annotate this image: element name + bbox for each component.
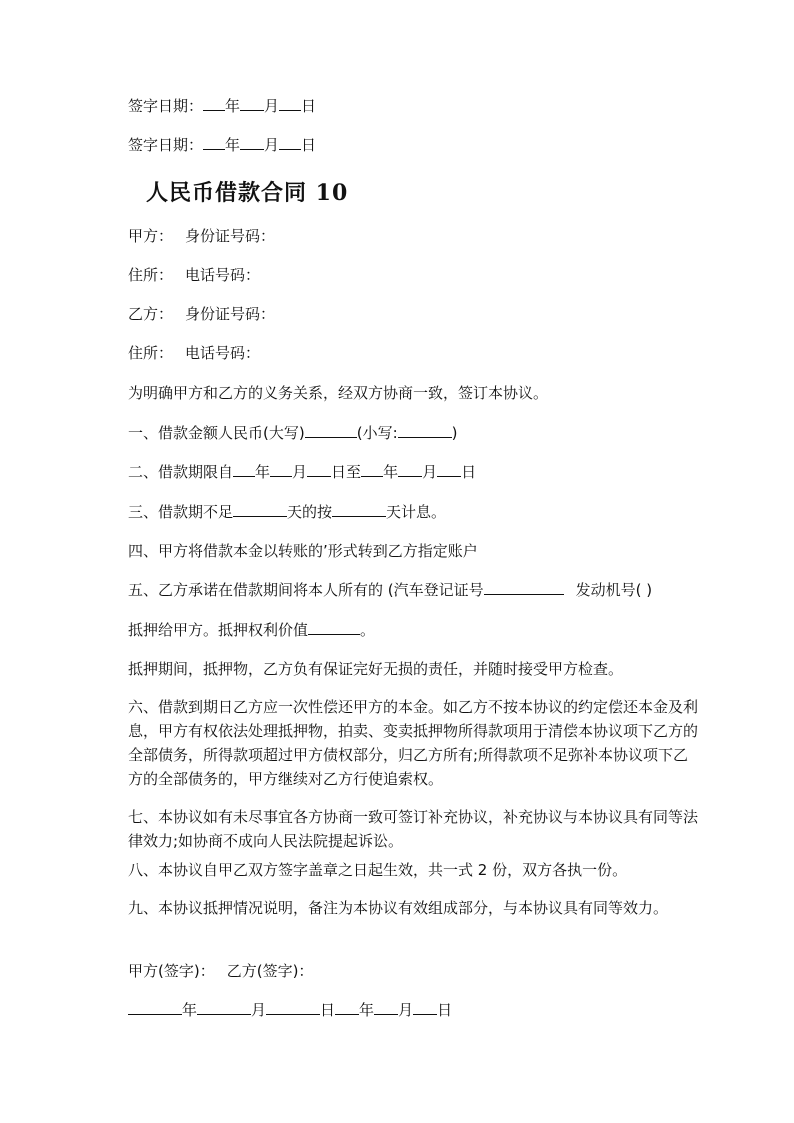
clause-6-text: 六、借款到期日乙方应一次性偿还甲方的本金。如乙方不按本协议的约定偿还本金及利息，甲方有权依法处理抵押物，拍卖、变卖抵押物所得款项用于清偿本协议项下乙方的全部债务，所得款项超过甲方债权部分，归乙方所有;所得款项不足弥补本协议项下乙方的全部债务的，甲方继续对乙方行使追索权。: [128, 698, 699, 788]
clause-4: 四、甲方将借款本金以转账的’形式转到乙方指定账户: [128, 542, 478, 560]
amount-upper-blank: [305, 423, 357, 438]
party-a-address-line: [128, 265, 260, 285]
blank: [335, 1000, 359, 1015]
sign-date-label: 签字日期：: [128, 97, 204, 115]
day-text: 日: [301, 97, 317, 115]
blank: [307, 462, 331, 477]
clause-1: [128, 423, 457, 443]
blank: [270, 462, 292, 477]
month-blank: [240, 135, 264, 150]
clause-5-text: 五、乙方承诺在借款期间将本人所有的 (汽车登记证号: [128, 581, 484, 599]
blank: [233, 462, 255, 477]
pledge-line: [128, 620, 375, 640]
month-text: 月: [422, 463, 438, 481]
party-b-address-line: [128, 343, 260, 363]
party-a-signature-label: 甲方(签字)：: [128, 962, 215, 980]
year-text: 年: [225, 97, 241, 115]
year-text: 年: [359, 1001, 375, 1019]
month-text: 月: [292, 463, 308, 481]
phone-label: 电话号码：: [185, 266, 261, 284]
clause-3: [128, 502, 446, 522]
address-label: 住所：: [128, 344, 174, 362]
year-text: 年: [225, 136, 241, 154]
contract-title: 人民币借款合同 10: [146, 180, 349, 206]
vehicle-cert-blank: [484, 580, 564, 595]
blank: [413, 1000, 437, 1015]
clause-5: [128, 580, 652, 600]
month-text: 月: [264, 97, 280, 115]
year-text: 年: [182, 1001, 198, 1019]
day-blank: [279, 135, 301, 150]
amount-lower-blank: [398, 423, 452, 438]
sign-date-label: 签字日期：: [128, 136, 204, 154]
pledge-note: 抵押期间，抵押物，乙方负有保证完好无损的责任，并随时接受甲方检查。: [128, 660, 624, 678]
clause-7: [128, 805, 700, 853]
intro-text: 为明确甲方和乙方的义务关系，经双方协商一致，签订本协议。: [128, 384, 549, 402]
year-text: 年: [383, 463, 399, 481]
clause-1-close: ): [451, 424, 458, 442]
day-text: 日: [320, 1001, 336, 1019]
blank: [197, 1000, 251, 1015]
party-b-label: 乙方：: [128, 305, 174, 323]
clause-3-end: 天计息。: [386, 503, 447, 521]
blank: [374, 1000, 398, 1015]
blank: [361, 462, 383, 477]
day-text: 日: [301, 136, 317, 154]
address-label: 住所：: [128, 266, 174, 284]
clause-7-text: 七、本协议如有未尽事宜各方协商一致可签订补充协议，补充协议与本协议具有同等法律效力;如协商不成向人民法院提起诉讼。: [128, 808, 699, 850]
clause-2: [128, 462, 476, 482]
signature-line: [128, 961, 313, 981]
blank: [437, 462, 461, 477]
sign-date-line-2: [128, 135, 316, 155]
party-b-signature-label: 乙方(签字)：: [226, 962, 314, 980]
final-date-line: [128, 1000, 452, 1020]
blank: [128, 1000, 182, 1015]
year-blank: [203, 96, 225, 111]
day-text: 日: [437, 1001, 453, 1019]
pledge-value-blank: [308, 620, 360, 635]
clause-6: [128, 695, 700, 791]
party-a-label: 甲方：: [128, 227, 174, 245]
clause-2-text: 二、借款期限自: [128, 463, 234, 481]
days-blank: [332, 502, 386, 517]
pledge-end: 。: [360, 621, 376, 639]
month-text: 月: [251, 1001, 267, 1019]
clause-8: 八、本协议自甲乙双方签字盖章之日起生效，共一式 2 份，双方各执一份。: [128, 861, 628, 879]
clause-9: [128, 896, 700, 920]
year-text: 年: [255, 463, 271, 481]
party-b-id-label: 身份证号码：: [185, 305, 276, 323]
blank: [398, 462, 422, 477]
pledge-text: 抵押给甲方。抵押权利价值: [128, 621, 309, 639]
phone-label: 电话号码：: [185, 344, 261, 362]
clause-1-small-label: (小写:: [356, 424, 398, 442]
month-text: 月: [264, 136, 280, 154]
clause-3-mid: 天的按: [287, 503, 333, 521]
party-a-id-label: 身份证号码：: [185, 227, 276, 245]
month-text: 月: [398, 1001, 414, 1019]
party-a-line: [128, 226, 275, 246]
day-blank: [279, 96, 301, 111]
clause-3-text: 三、借款期不足: [128, 503, 234, 521]
year-blank: [203, 135, 225, 150]
blank: [266, 1000, 320, 1015]
day-text: 日: [461, 463, 477, 481]
clause-9-text: 九、本协议抵押情况说明，备注为本协议有效组成部分，与本协议具有同等效力。: [128, 899, 669, 917]
month-blank: [240, 96, 264, 111]
engine-number-label: 发动机号( ): [575, 581, 653, 599]
sign-date-line-1: [128, 96, 316, 116]
day-to-text: 日至: [331, 463, 362, 481]
days-blank: [233, 502, 287, 517]
party-b-line: [128, 304, 275, 324]
clause-1-text: 一、借款金额人民币(大写): [128, 424, 305, 442]
